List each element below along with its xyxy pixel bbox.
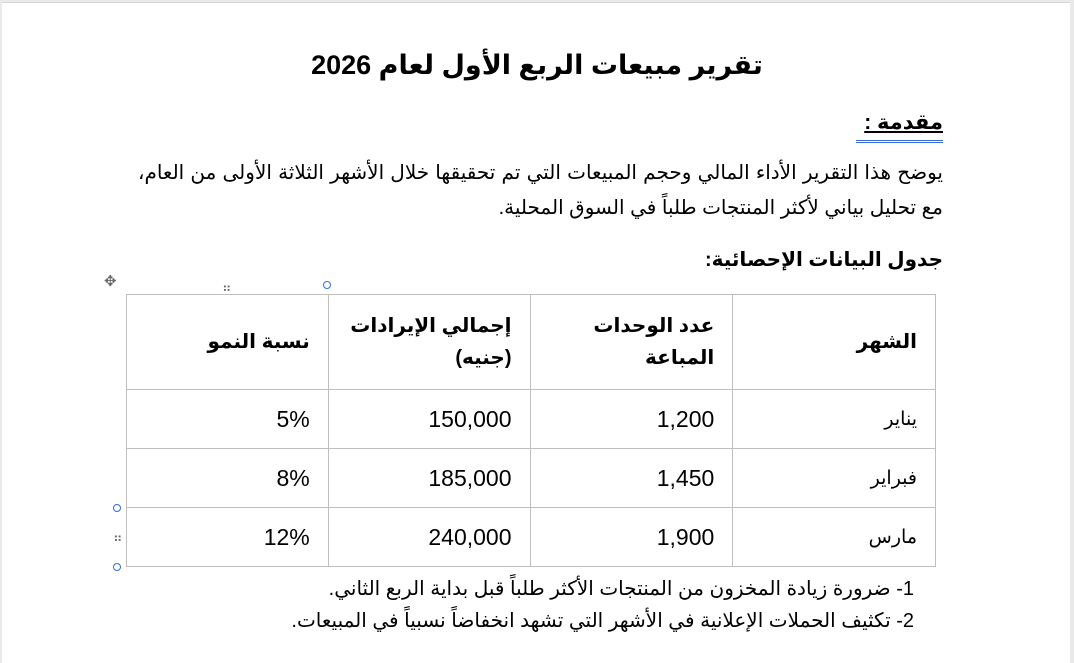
list-item [291, 605, 914, 637]
header-growth-rate: نسبة النمو [127, 295, 329, 390]
table-row [127, 390, 936, 449]
column-drag-handle-icon[interactable]: ⠶ [222, 280, 232, 295]
table-row [127, 508, 936, 567]
cell-units: 1,450 [530, 449, 733, 508]
cell-units: 1,900 [530, 508, 733, 567]
cell-revenue: 240,000 [328, 508, 530, 567]
statistics-table [126, 294, 936, 567]
list-number: 1- [896, 578, 914, 600]
table-move-handle-icon[interactable]: ✥ [104, 273, 117, 290]
cell-month: فبراير [733, 449, 936, 508]
document-title: تقرير مبيعات الربع الأول لعام 2026 [311, 50, 763, 80]
cell-growth: 12% [127, 508, 329, 567]
spellcheck-underline [856, 140, 943, 143]
table-heading: جدول البيانات الإحصائية: [704, 249, 943, 271]
row-drag-handle-icon[interactable]: ⠶ [113, 530, 123, 545]
intro-heading-text: مقدمة : [864, 111, 943, 134]
insert-column-handle-icon[interactable] [323, 281, 331, 289]
intro-heading [864, 110, 943, 135]
cell-month: مارس [733, 508, 936, 567]
table-row [127, 449, 936, 508]
list-text: ضرورة زيادة المخزون من المنتجات الأكثر طلباً قبل بداية الربع الثاني. [328, 578, 891, 600]
header-units-sold: عدد الوحدات المباعة [530, 295, 733, 390]
cell-growth: 8% [127, 449, 329, 508]
insert-row-handle-bottom-icon[interactable] [113, 563, 121, 571]
recommendations-list [291, 573, 914, 637]
intro-paragraph: يوضح هذا التقرير الأداء المالي وحجم المبيعات التي تم تحقيقها خلال الأشهر الثلاثة الأولى من العام، مع تحليل بياني لأكثر المنتجات طلباً في السوق المحلية. [138, 162, 943, 219]
cell-growth: 5% [127, 390, 329, 449]
header-month: الشهر [733, 295, 936, 390]
cell-month: يناير [733, 390, 936, 449]
insert-row-handle-top-icon[interactable] [113, 504, 121, 512]
list-number: 2- [896, 610, 914, 632]
list-text: تكثيف الحملات الإعلانية في الأشهر التي تشهد انخفاضاً نسبياً في المبيعات. [291, 610, 891, 632]
table-header-row [127, 295, 936, 390]
cell-units: 1,200 [530, 390, 733, 449]
header-total-revenue: إجمالي الإيرادات (جنيه) [328, 295, 530, 390]
list-item [291, 573, 914, 605]
cell-revenue: 150,000 [328, 390, 530, 449]
cell-revenue: 185,000 [328, 449, 530, 508]
